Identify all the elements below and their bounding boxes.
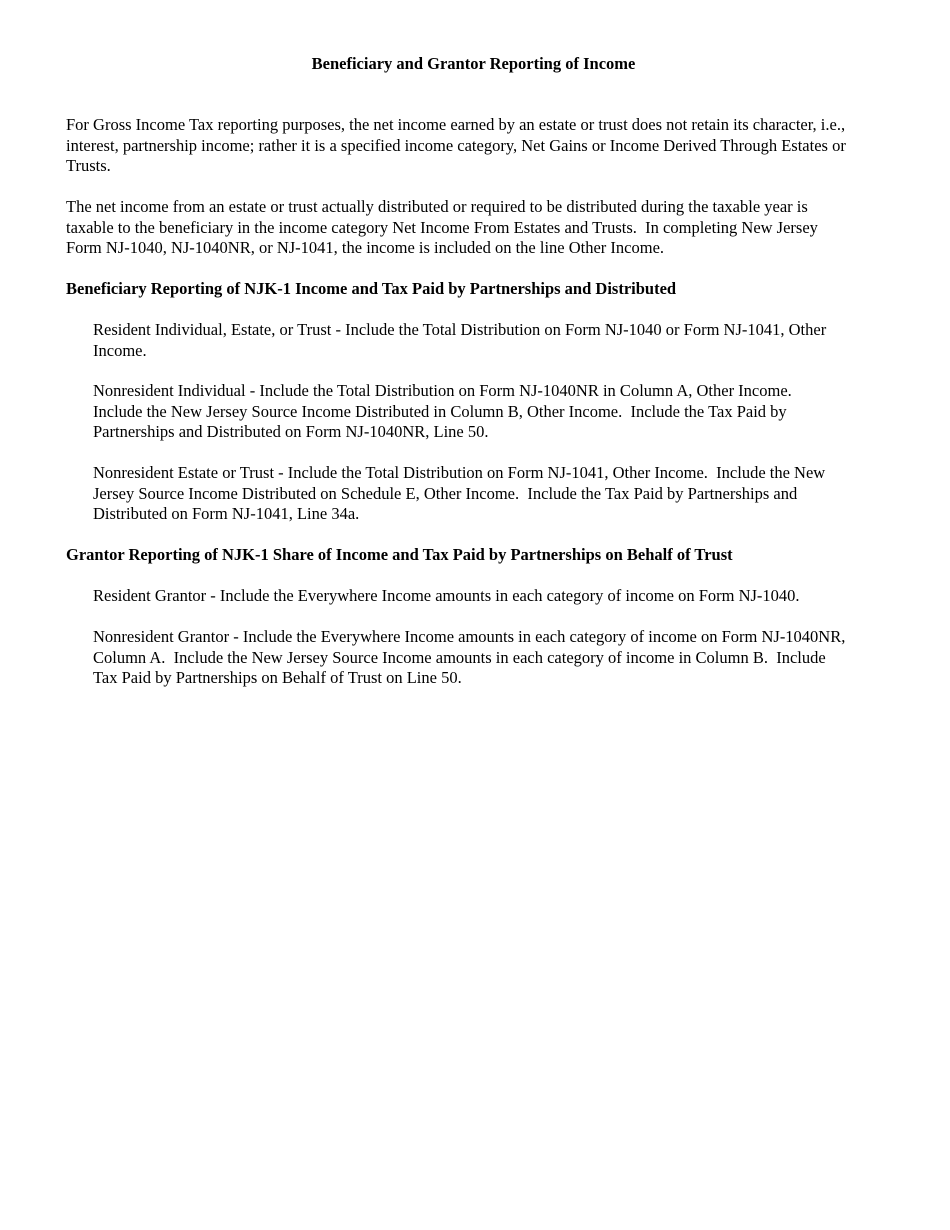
document-title: Beneficiary and Grantor Reporting of Income bbox=[311, 54, 636, 73]
beneficiary-item-nonresident-individual: Nonresident Individual - Include the Total Distribution on Form NJ-1040NR in Column A, Other Income. Include the New Jersey Source Income Distributed in Column B, Other Income. Include the Tax Paid by Partnerships and Distributed on Form NJ-1040NR, Line 50. bbox=[93, 381, 792, 441]
beneficiary-item-nonresident-estate: Nonresident Estate or Trust - Include the Total Distribution on Form NJ-1041, Other Income. Include the New Jersey Source Income Distributed on Schedule E, Other Income. Include the Tax Paid by Partnerships and Distributed on Form NJ-1041, Line 34a. bbox=[93, 463, 826, 523]
intro-paragraph-2: The net income from an estate or trust actually distributed or required to be distributed during the taxable year is taxable to the beneficiary in the income category Net Income From Estates and Trusts. In completing New Jersey Form NJ-1040, NJ-1040NR, or NJ-1041, the income is included on the line Other Income. bbox=[66, 197, 818, 257]
grantor-item-nonresident: Nonresident Grantor - Include the Everywhere Income amounts in each category of income on Form NJ-1040NR, Column A. Include the New Jersey Source Income amounts in each category of income in Column B. Include Tax Paid by Partnerships on Behalf of Trust on Line 50. bbox=[93, 627, 846, 687]
section-heading-beneficiary: Beneficiary Reporting of NJK-1 Income and Tax Paid by Partnerships and Distributed bbox=[66, 279, 677, 298]
section-heading-grantor: Grantor Reporting of NJK-1 Share of Income and Tax Paid by Partnerships on Behalf of Trust bbox=[66, 545, 733, 564]
intro-paragraph-1: For Gross Income Tax reporting purposes, the net income earned by an estate or trust does not retain its character, i.e., interest, partnership income; rather it is a specified income category, Net Gains or Income Derived Through Estates or Trusts. bbox=[66, 115, 846, 175]
beneficiary-item-resident: Resident Individual, Estate, or Trust - Include the Total Distribution on Form NJ-1040 or Form NJ-1041, Other Income. bbox=[93, 320, 827, 360]
grantor-item-resident: Resident Grantor - Include the Everywhere Income amounts in each category of income on Form NJ-1040. bbox=[93, 586, 800, 605]
